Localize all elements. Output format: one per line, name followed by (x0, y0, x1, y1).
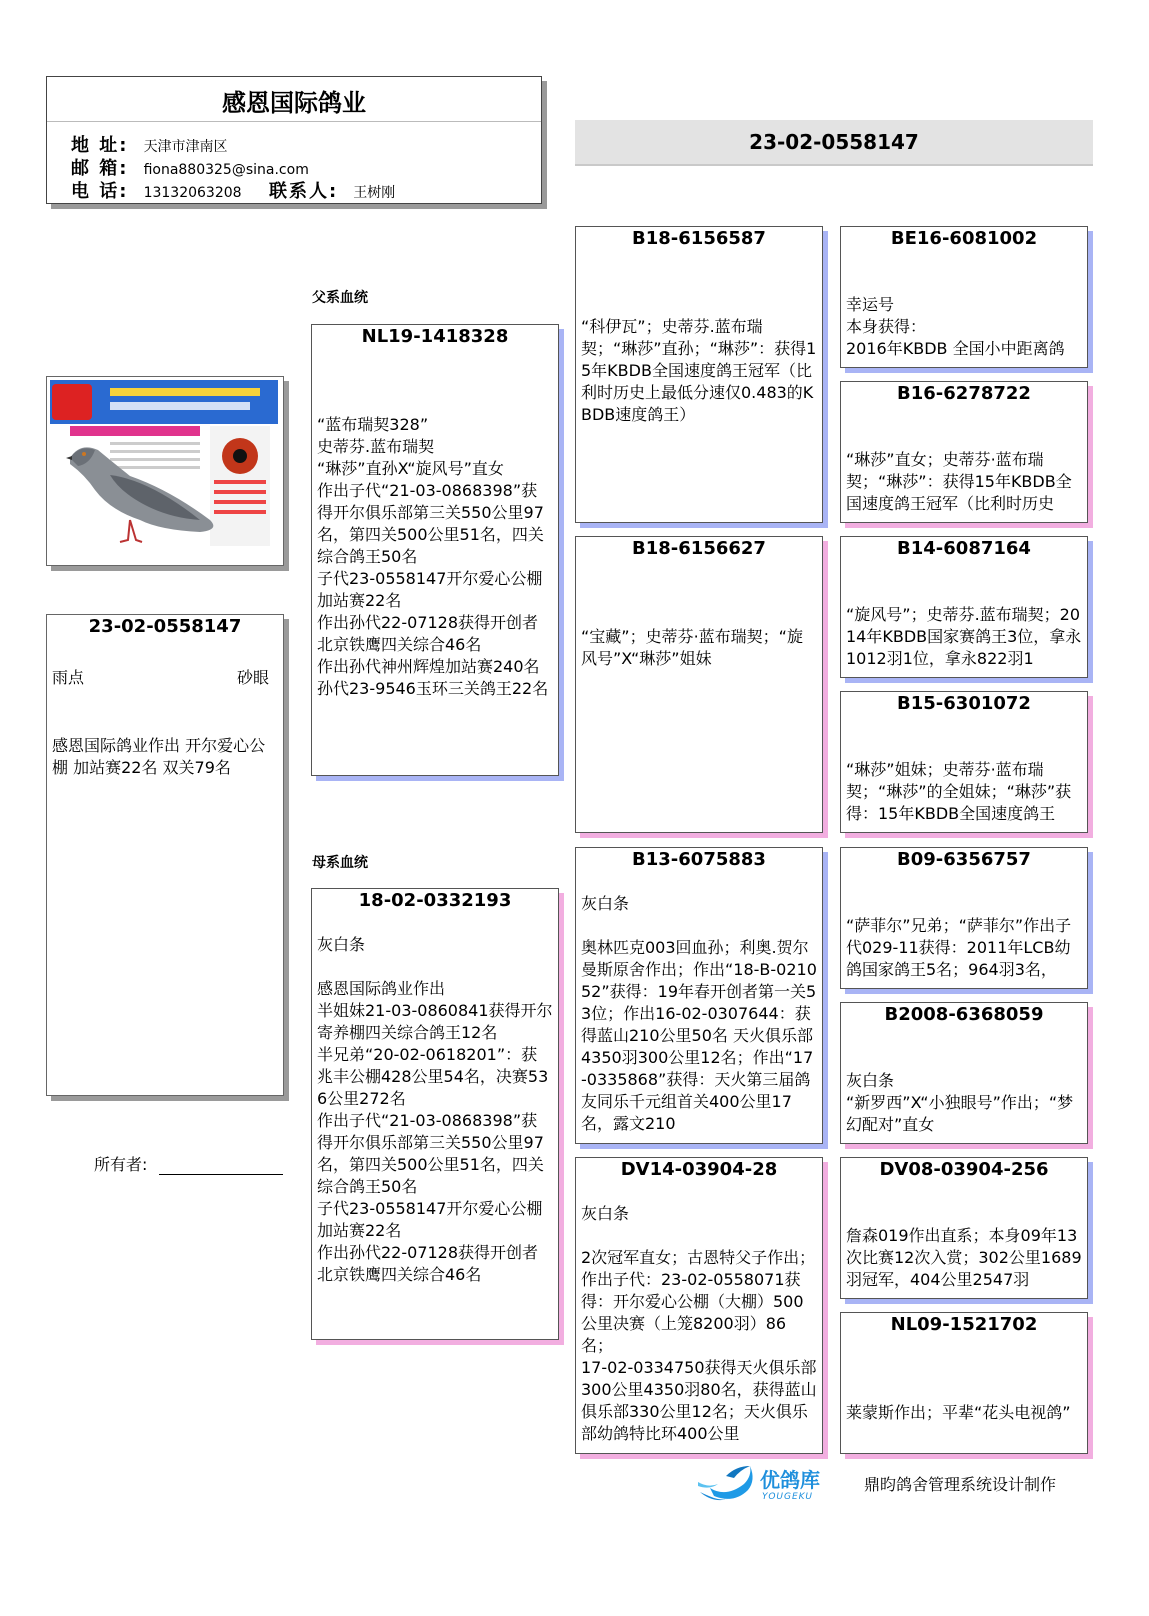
sss-box (840, 226, 1088, 368)
subject-notes: 感恩国际鸽业作出 开尔爱心公棚 加站赛22名 双关79名 (52, 736, 266, 777)
pigeon-photo-icon (50, 380, 278, 562)
dam-dam-text: 灰白条 2次冠军直女；古恩特父子作出；作出子代：23-02-0558071获得：开尔爱心公棚（大棚）500公里决赛（上笼8200羽）86名； 17-02-0334750获得天火俱乐部300公里4350羽80名，获得蓝山俱乐部330公里12名；天火俱乐部幼鸽特比环400公里 (581, 1204, 817, 1443)
subject-eye: 砂眼 (237, 668, 270, 687)
phone-label: 电 话: (71, 181, 129, 202)
sds-box (840, 536, 1088, 678)
sire-pedigree-text: “蓝布瑞契328” 史蒂芬.蓝布瑞契 “琳莎”直孙X“旋风号”直女 作出子代“21-03-0868398”获得开尔俱乐部第三关550公里97名，第四关500公里51名，四关综合鸽王50名 子代23-0558147开尔爱心公棚加站赛22名 作出孙代22-07128获得开创者北京铁鹰四关综合46名 作出孙代神州辉煌加站赛240名孙代23-9546玉环三关鸽王22名 (317, 415, 549, 698)
sire-dam-text: “宝藏”；史蒂芬·蓝布瑞契；“旋风号”X“琳莎”姐妹 (581, 627, 803, 668)
sdd-ring: B15-6301072 (897, 693, 1031, 714)
dam-dam-box (575, 1157, 823, 1454)
pigeon-photo (46, 376, 284, 566)
email-value: fiona880325@sina.com (143, 162, 309, 178)
footer-logo (696, 1462, 846, 1508)
sire-section-label: 父系血统 (312, 290, 368, 306)
dsd-box (840, 1002, 1088, 1144)
sdd-text: “琳莎”姐妹；史蒂芬·蓝布瑞契；“琳莎”的全姐妹；“琳莎”获得：15年KBDB全国速度鸽王 (846, 760, 1072, 823)
company-name: 感恩国际鸽业 (222, 89, 366, 117)
sire-sire-text: “科伊瓦”；史蒂芬.蓝布瑞契；“琳莎”直孙；“琳莎”：获得15年KBDB全国速度鸽王冠军（比利时历史上最低分速仅0.483的KBDB速度鸽王） (581, 317, 817, 424)
owner-row (94, 1152, 283, 1175)
dam-sire-text: 灰白条 奥林匹克003回血孙；利奥.贺尔曼斯原舍作出；作出“18-B-021052”获得：19年春开创者第一关53位；作出16-02-0307644：获得蓝山210公里50名 天火俱乐部4350羽300公里12名；作出“17-0335868”获得：天火第三届鸽友同乐千元组首关400公里17名，露文210 (581, 894, 817, 1133)
sire-box (311, 324, 559, 776)
contact-label: 联系人: (269, 181, 339, 202)
sds-ring: B14-6087164 (897, 538, 1031, 559)
footer-credit: 鼎昀鸽舍管理系统设计制作 (864, 1475, 1057, 1494)
subject-box (46, 614, 284, 1096)
dds-text: 詹森019作出直系；本身09年13次比赛12次入赏；302公里1689羽冠军，404公里2547羽 (846, 1226, 1082, 1289)
dam-ring: 18-02-0332193 (358, 890, 512, 911)
header-divider (47, 121, 541, 122)
dam-pedigree-text: 灰白条 感恩国际鸽业作出 半姐妹21-03-0860841获得开尔寄养棚四关综合鸽王12名 半兄弟“20-02-0618201”：获兆丰公棚428公里54名，决赛536公里272名 作出子代“21-03-0868398”获得开尔俱乐部第三关550公里97名，第四关500公里51名，四关综合鸽王50名 子代23-0558147开尔爱心公棚加站赛22名 作出孙代22-07128获得开创者北京铁鹰四关综合46名 (317, 935, 553, 1284)
dsd-ring: B2008-6368059 (884, 1004, 1044, 1025)
sss-text: 幸运号 本身获得： 2016年KBDB 全国小中距离鸽 (846, 295, 1065, 358)
phone-value: 13132063208 (143, 185, 242, 201)
dss-ring: B09-6356757 (897, 849, 1031, 870)
sire-dam-box (575, 536, 823, 833)
dam-section-label: 母系血统 (312, 855, 368, 871)
owner-blank-line (159, 1158, 283, 1175)
footer-logo-text: 优鸽库 (760, 1468, 820, 1492)
sire-sire-box (575, 226, 823, 523)
dds-ring: DV08-03904-256 (879, 1159, 1049, 1180)
address-label: 地 址: (71, 135, 129, 156)
dam-sire-box (575, 847, 823, 1144)
dss-text: “萨菲尔”兄弟；“萨菲尔”作出子代029-11获得：2011年LCB幼鸽国家鸽王5名；964羽3名， (846, 916, 1072, 979)
sss-ring: BE16-6081002 (890, 228, 1038, 249)
ddd-text: 莱蒙斯作出；平辈“花头电视鸽” (846, 1403, 1071, 1422)
ssd-box (840, 381, 1088, 523)
sdd-box (840, 691, 1088, 833)
contact-value: 王树刚 (353, 185, 396, 201)
dss-box (840, 847, 1088, 989)
yougeku-logo-icon (696, 1462, 766, 1508)
dsd-text: 灰白条 “新罗西”X“小独眼号”作出；“梦幻配对”直女 (846, 1071, 1074, 1134)
sds-text: “旋风号”；史蒂芬.蓝布瑞契；2014年KBDB国家赛鸽王3位，拿永1012羽1位，拿永822羽1 (846, 605, 1082, 668)
footer-logo-sub: YOUGEKU (762, 1492, 814, 1502)
subject-ring: 23-02-0558147 (88, 616, 242, 637)
contact-row (269, 177, 395, 203)
sire-sire-ring: B18-6156587 (632, 228, 766, 249)
dam-sire-ring: B13-6075883 (632, 849, 766, 870)
address-value: 天津市津南区 (143, 139, 228, 155)
breeder-info-box (46, 76, 542, 204)
email-label: 邮 箱: (71, 158, 129, 179)
dam-dam-ring: DV14-03904-28 (620, 1159, 778, 1180)
sire-dam-ring: B18-6156627 (632, 538, 766, 559)
owner-label: 所有者: (94, 1155, 148, 1174)
dam-box (311, 888, 559, 1340)
ddd-ring: NL09-1521702 (890, 1314, 1038, 1335)
phone-row (71, 177, 242, 203)
ssd-text: “琳莎”直女；史蒂芬·蓝布瑞契；“琳莎”：获得15年KBDB全国速度鸽王冠军（比利时历史 (846, 450, 1072, 513)
ssd-ring: B16-6278722 (897, 383, 1031, 404)
sire-ring: NL19-1418328 (361, 326, 509, 347)
ddd-box (840, 1312, 1088, 1454)
ring-banner: 23-02-0558147 (575, 120, 1093, 166)
subject-color: 雨点 (52, 668, 85, 687)
dds-box (840, 1157, 1088, 1299)
